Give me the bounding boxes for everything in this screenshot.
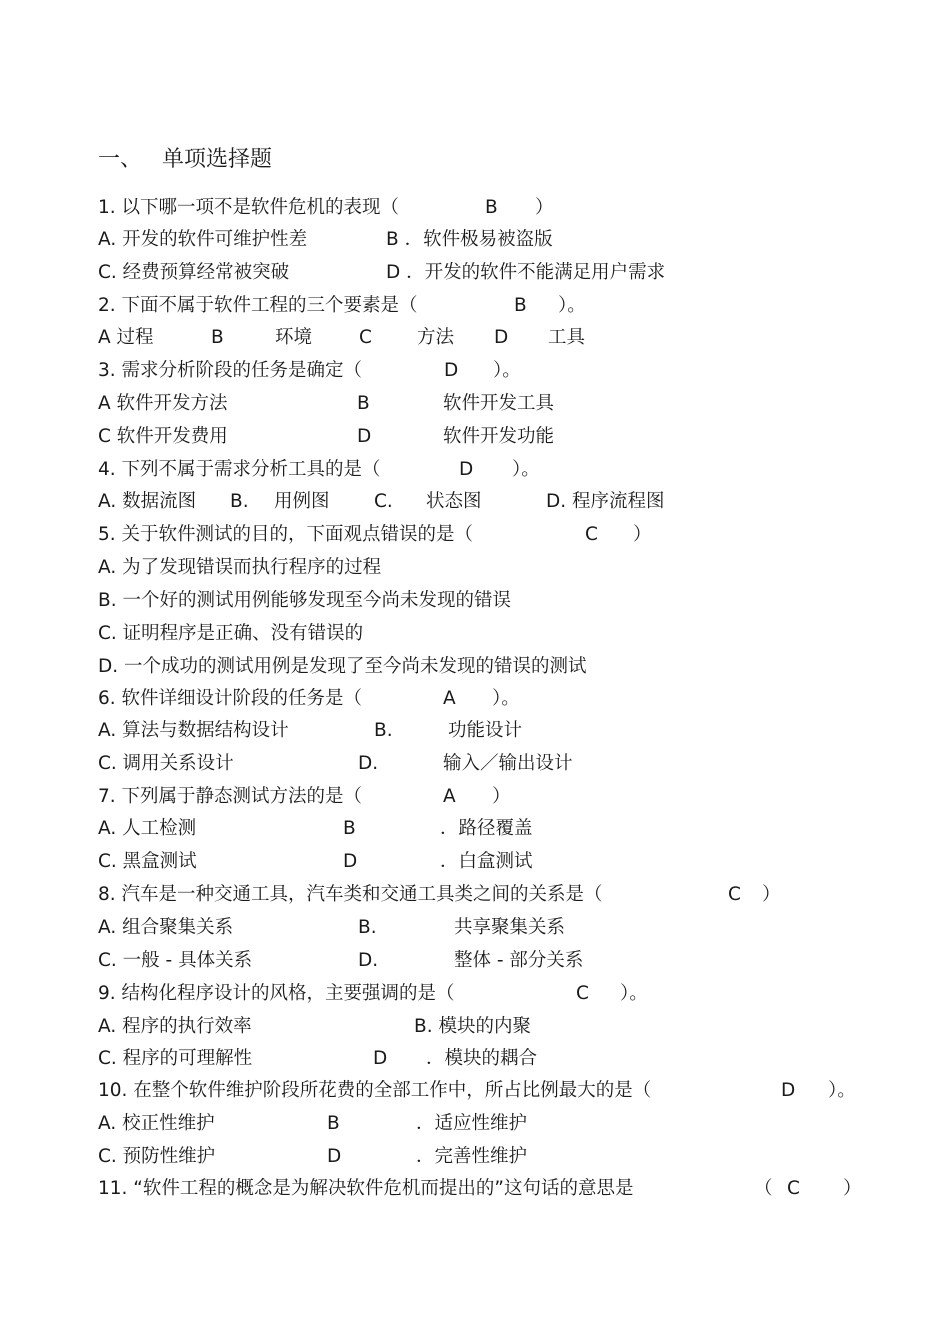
line-segment: B [327,1113,340,1134]
line-segment: A. 数据流图 [98,491,197,512]
line-segment: ）。 [828,1080,856,1101]
line-segment: 用例图 [274,491,330,512]
text-line [98,421,910,453]
line-segment: B [343,818,356,839]
line-segment: 3. 需求分析阶段的任务是确定（ [98,360,363,381]
line-segment: B. [230,491,249,512]
line-segment: B [485,197,498,218]
line-segment: 1. 以下哪一项不是软件危机的表现（ [98,197,400,218]
text-line [98,879,910,911]
line-segment: C [359,327,372,348]
text-line [98,1043,910,1075]
text-line [98,192,910,224]
line-segment: D. [358,950,379,971]
line-segment: ） [492,786,511,807]
line-segment: 7. 下列属于静态测试方法的是（ [98,786,363,807]
text-line [98,683,910,715]
line-segment: B ．软件极易被盗版 [386,229,553,250]
line-segment: C. 调用关系设计 [98,753,234,774]
line-segment: A. 开发的软件可维护性差 [98,229,308,250]
text-line [98,1108,910,1140]
line-segment: A. 组合聚集关系 [98,917,234,938]
line-segment: B [357,393,370,414]
section-title: 单项选择题 [162,147,273,172]
line-segment: A 软件开发方法 [98,393,228,414]
line-segment: C 软件开发费用 [98,426,228,447]
line-segment: 工具 [548,327,586,348]
line-segment: 输入／输出设计 [443,753,573,774]
line-segment: 共享聚集关系 [454,917,566,938]
line-segment: 方法 [417,327,455,348]
line-segment: 6. 软件详细设计阶段的任务是（ [98,688,363,709]
line-segment: 整体 - 部分关系 [454,950,584,971]
line-segment: A 过程 [98,327,154,348]
line-segment: ）。 [492,688,520,709]
text-line [98,257,910,289]
text-line [98,486,910,518]
text-line [98,912,910,944]
line-segment: ） [762,884,781,905]
section-number: 一、 [98,147,143,172]
text-line [98,1141,910,1173]
line-segment: 4. 下列不属于需求分析工具的是（ [98,459,381,480]
line-segment: 5. 关于软件测试的目的，下面观点错误的是（ [98,524,474,545]
text-line [98,945,910,977]
line-segment: D. 一个成功的测试用例是发现了至今尚未发现的错误的测试 [98,656,587,677]
text-line [98,1173,910,1205]
line-segment: B. [358,917,377,938]
line-segment: C. 一般 - 具体关系 [98,950,253,971]
line-segment: D [444,360,459,381]
line-segment: D. 程序流程图 [546,491,665,512]
line-segment: ）。 [558,295,586,316]
line-segment: A. 校正性维护 [98,1113,215,1134]
text-line [98,1011,910,1043]
text-line [98,585,910,617]
line-segment: C [576,983,589,1004]
line-segment: 11. “软件工程的概念是为解决软件危机而提出的”这句话的意思是 [98,1178,634,1199]
line-segment: A. 程序的执行效率 [98,1016,252,1037]
line-segment: C. [374,491,393,512]
section-heading [98,145,272,175]
line-segment: C. 黑盒测试 [98,851,197,872]
text-line [98,290,910,322]
line-segment: C. 程序的可理解性 [98,1048,253,1069]
line-segment: C [787,1178,800,1199]
text-line [98,748,910,780]
line-segment: ．路径覆盖 [440,818,533,839]
line-segment: D. [358,753,379,774]
line-segment: 功能设计 [448,720,523,741]
line-segment: ） [535,197,554,218]
text-line [98,454,910,486]
line-segment: A [443,786,456,807]
line-segment: （ [754,1178,773,1199]
line-segment: ．模块的耦合 [426,1048,538,1069]
line-segment: ．白盒测试 [440,851,533,872]
line-segment: 软件开发功能 [443,426,555,447]
line-segment: D [494,327,509,348]
text-line [98,1075,910,1107]
line-segment: B. [374,720,393,741]
line-segment: 9. 结构化程序设计的风格，主要强调的是（ [98,983,455,1004]
text-line [98,552,910,584]
line-segment: ）。 [512,459,540,480]
text-line [98,224,910,256]
text-line [98,651,910,683]
line-segment: 2. 下面不属于软件工程的三个要素是（ [98,295,418,316]
line-segment: ）。 [493,360,521,381]
text-line [98,388,910,420]
text-line [98,781,910,813]
text-line [98,618,910,650]
line-segment: D [357,426,372,447]
text-line [98,715,910,747]
line-segment: ．适应性维护 [416,1113,528,1134]
line-segment: C. 证明程序是正确、没有错误的 [98,623,364,644]
line-segment: 软件开发工具 [443,393,555,414]
line-segment: 8. 汽车是一种交通工具，汽车类和交通工具类之间的关系是（ [98,884,603,905]
line-segment: 10. 在整个软件维护阶段所花费的全部工作中，所占比例最大的是（ [98,1080,652,1101]
line-segment: 环境 [275,327,313,348]
line-segment: 状态图 [426,491,482,512]
line-segment: D [459,459,474,480]
line-segment: ）。 [620,983,648,1004]
line-segment: C. 预防性维护 [98,1146,216,1167]
line-segment: ．完善性维护 [416,1146,528,1167]
line-segment: D [343,851,358,872]
line-segment: C [585,524,598,545]
line-segment: D [327,1146,342,1167]
text-line [98,519,910,551]
line-segment: A. 人工检测 [98,818,197,839]
line-segment: D ．开发的软件不能满足用户需求 [386,262,666,283]
text-line [98,978,910,1010]
line-segment: ） [633,524,652,545]
line-segment: ） [843,1178,862,1199]
line-segment: A [443,688,456,709]
text-line [98,355,910,387]
line-segment: B. 一个好的测试用例能够发现至今尚未发现的错误 [98,590,511,611]
line-segment: C. 经费预算经常被突破 [98,262,290,283]
line-segment: D [781,1080,796,1101]
text-line [98,813,910,845]
line-segment: B. 模块的内聚 [414,1016,531,1037]
text-line [98,322,910,354]
text-line [98,846,910,878]
line-segment: B [514,295,527,316]
line-segment: A. 为了发现错误而执行程序的过程 [98,557,382,578]
line-segment: D [373,1048,388,1069]
line-segment: A. 算法与数据结构设计 [98,720,289,741]
line-segment: C [728,884,741,905]
line-segment: B [211,327,224,348]
